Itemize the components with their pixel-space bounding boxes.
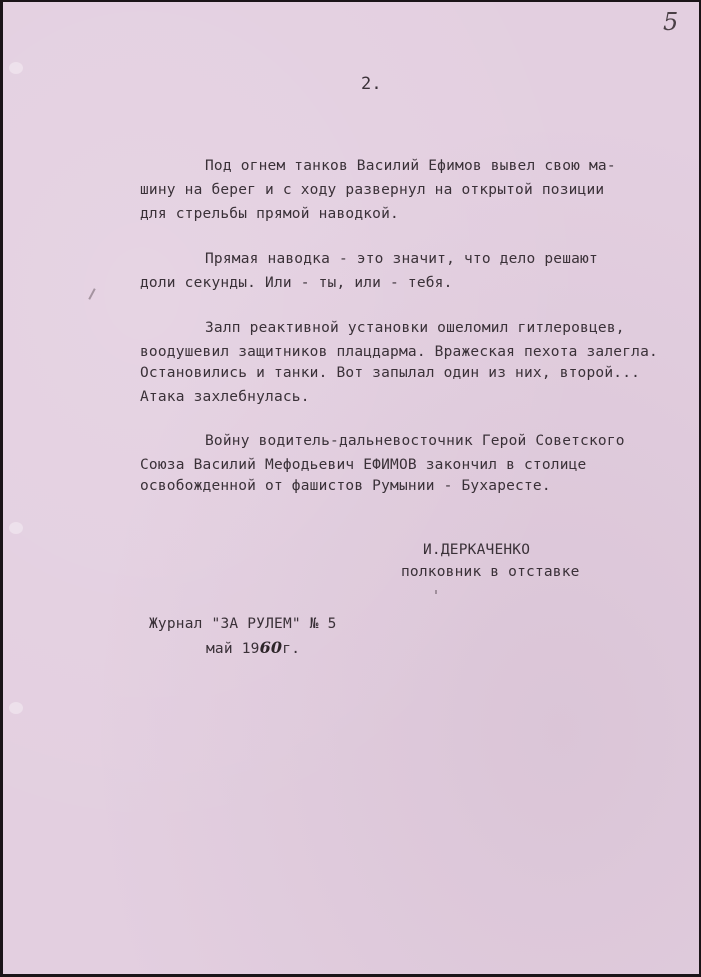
text-line: Союза Василий Мефодьевич ЕФИМОВ закончил в столице bbox=[140, 457, 587, 473]
text-line: Остановились и танки. Вот запылал один из них, второй... bbox=[140, 365, 641, 381]
text-line: Прямая наводка - это значит, что дело решают bbox=[205, 251, 598, 267]
text-line: доли секунды. Или - ты, или - тебя. bbox=[140, 275, 453, 291]
date-prefix: май 19 bbox=[206, 641, 260, 657]
text-line: шину на берег и с ходу развернул на открытой позиции bbox=[140, 182, 605, 198]
text-line: Залп реактивной установки ошеломил гитлеровцев, bbox=[205, 320, 625, 336]
author-name: И.ДЕРКАЧЕНКО bbox=[423, 542, 531, 558]
page-number: 2. bbox=[361, 74, 382, 94]
punch-hole bbox=[9, 522, 23, 534]
text-line: Войну водитель-дальневосточник Герой Советского bbox=[205, 433, 625, 449]
source-journal: Журнал "ЗА РУЛЕМ" № 5 bbox=[149, 616, 337, 632]
punch-hole bbox=[9, 702, 23, 714]
punch-hole bbox=[9, 62, 23, 74]
text-line: освобожденной от фашистов Румынии - Бухаресте. bbox=[140, 478, 551, 494]
author-rank: полковник в отставке bbox=[401, 564, 580, 580]
document-page bbox=[3, 2, 699, 974]
archive-page-number: 5 bbox=[663, 8, 679, 36]
date-suffix: г. bbox=[282, 641, 301, 657]
source-date bbox=[206, 638, 300, 657]
ink-dot bbox=[435, 590, 437, 594]
handwritten-year-digits: 60 bbox=[259, 638, 283, 657]
text-line: воодушевил защитников плацдарма. Вражеская пехота залегла. bbox=[140, 344, 658, 360]
text-line: Под огнем танков Василий Ефимов вывел свою ма- bbox=[205, 158, 616, 174]
text-line: Атака захлебнулась. bbox=[140, 389, 310, 405]
pencil-mark bbox=[88, 288, 95, 300]
text-line: для стрельбы прямой наводкой. bbox=[140, 206, 399, 222]
